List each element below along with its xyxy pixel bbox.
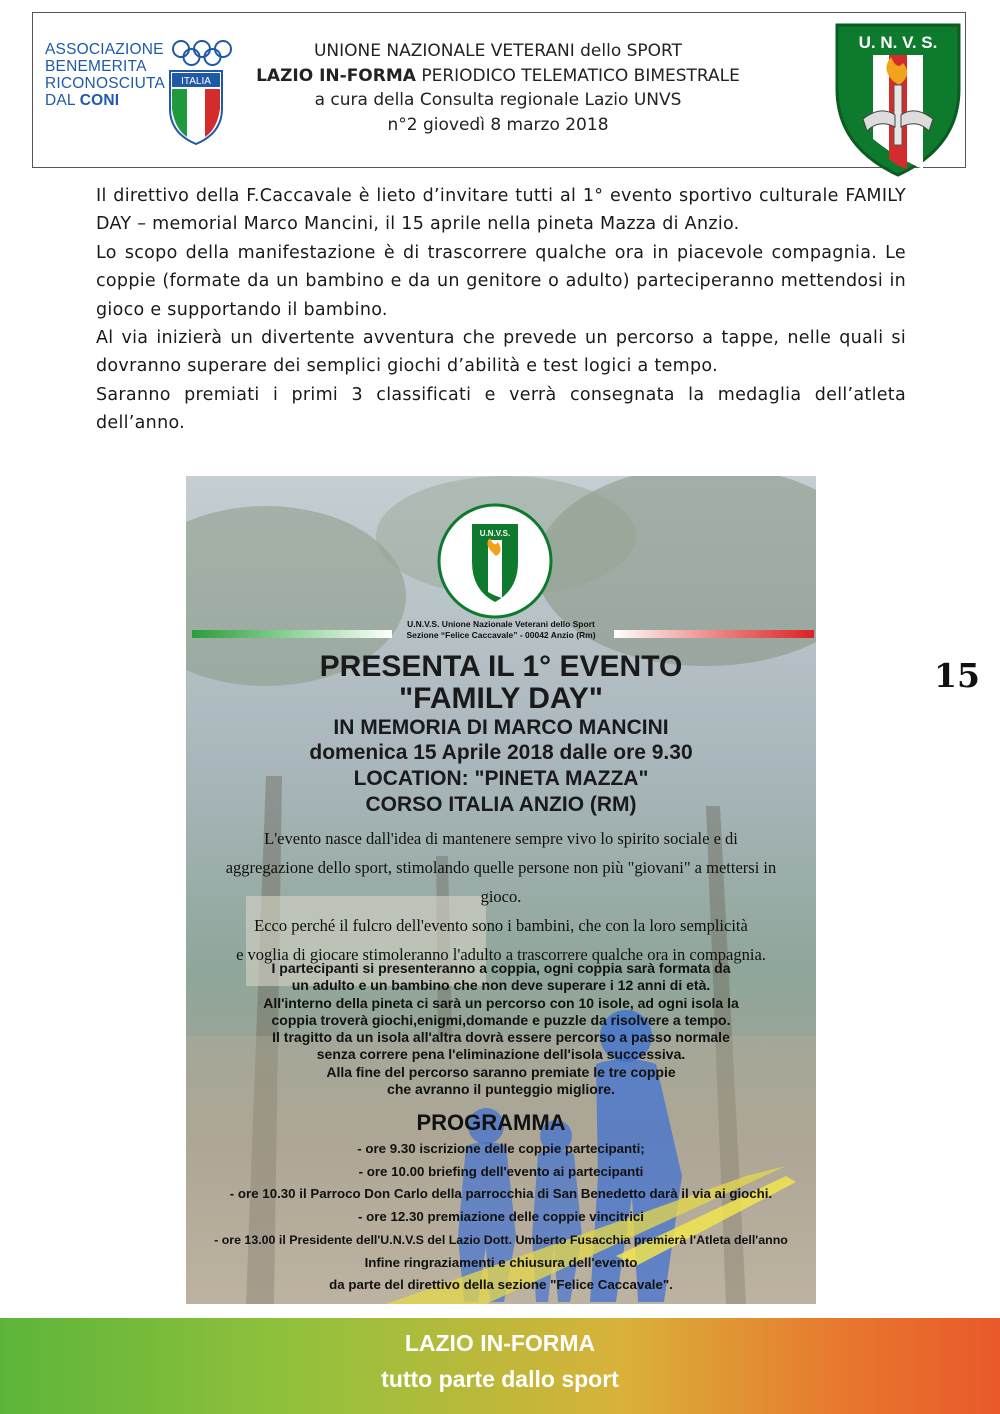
article-paragraph-1: Il direttivo della F.Caccavale è lieto d’invitare tutti al 1° evento sportivo culturale FAMILY DAY – memorial Marco Mancini, il 15 aprile nella pineta Mazza di Anzio. <box>96 186 906 235</box>
poster-program-line-7: da parte del direttivo della sezione "Felice Caccavale". <box>329 1277 673 1293</box>
poster-title-3: IN MEMORIA DI MARCO MANCINI <box>333 716 669 739</box>
poster-intro-line-1: L'evento nasce dall'idea di mantenere sempre vivo lo spirito sociale e di <box>264 829 738 848</box>
article-paragraph-4: Saranno premiati i primi 3 classificati e verrà consegnata la medaglia dell’atleta dell’anno. <box>96 384 906 434</box>
poster-intro-line-2: aggregazione dello sport, stimolando quelle persone non più "giovani" a mettersi in gioco. <box>225 858 777 906</box>
poster-program-line-1: - ore 9.30 iscrizione delle coppie partecipanti; <box>357 1141 645 1156</box>
unvs-shield-logo-icon <box>833 19 963 179</box>
unvs-label: U. N. V. S. <box>858 33 938 52</box>
poster-title-5: LOCATION: "PINETA MAZZA" <box>353 767 649 790</box>
poster-rules-line-7: Alla fine del percorso saranno premiate le tre coppie <box>326 1063 676 1080</box>
header-line-4: n°2 giovedì 8 marzo 2018 <box>387 114 609 135</box>
poster-intro-line-4: e voglia di giocare stimoleranno l'adulto a trascorrere qualche ora in compagnia. <box>236 945 766 964</box>
poster-program-title: PROGRAMMA <box>416 1110 566 1135</box>
coni-line-3: RICONOSCIUTA <box>45 75 166 92</box>
header-line-2: LAZIO IN-FORMA PERIODICO TELEMATICO BIMESTRALE <box>256 65 740 86</box>
poster-unvs-logo-icon <box>430 502 560 620</box>
coni-line-4: DAL CONI <box>45 92 120 109</box>
article-paragraph-2: Lo scopo della manifestazione è di trascorrere qualche ora in piacevole compagnia. Le coppie (formate da un bambino e da un genitore o adulto) parteciperanno mettendosi in gioco e supportando il bambino. <box>96 242 906 320</box>
poster-org-line-2: Sezione “Felice Caccavale” - 00042 Anzio (Rm) <box>406 630 596 640</box>
poster-title-1: PRESENTA IL 1° EVENTO <box>319 650 683 683</box>
italia-shield-icon <box>167 67 225 147</box>
coni-line-1: ASSOCIAZIONE <box>45 41 164 58</box>
article-paragraph-3: Al via inizierà un divertente avventura che prevede un percorso a tappe, nelle quali si dovranno superare dei semplici giochi d’abilità e test logici a tempo. <box>96 328 906 377</box>
article-body <box>96 182 906 438</box>
olympic-rings-icon <box>171 39 233 69</box>
poster-program-line-5: - ore 13.00 il Presidente dell'U.N.V.S del Lazio Dott. Umberto Fusacchia premierà l'Atleta dell'anno <box>214 1232 788 1247</box>
poster-rules-line-5: Il tragitto da un isola all'altra dovrà essere percorso a passo normale <box>272 1029 730 1046</box>
poster-rules-line-2: un adulto e un bambino che non deve superare i 12 anni di età. <box>291 977 711 994</box>
header-line-1: UNIONE NAZIONALE VETERANI dello SPORT <box>313 41 683 61</box>
event-poster <box>186 476 816 1304</box>
footer-banner <box>0 1318 1000 1414</box>
poster-rules-line-4: coppia troverà giochi,enigmi,domande e puzzle da risolvere a tempo. <box>271 1011 731 1028</box>
tricolor-bar-right <box>614 630 814 638</box>
poster-title-6: CORSO ITALIA ANZIO (RM) <box>365 793 637 816</box>
poster-rules <box>206 960 796 1098</box>
italia-label: ITALIA <box>181 76 211 87</box>
poster-rules-line-3: All'interno della pineta ci sarà un percorso con 10 isole, ad ogni isola la <box>263 994 739 1011</box>
coni-line-2: BENEMERITA <box>45 58 147 75</box>
poster-rules-line-6: senza correre pena l'eliminazione dell'isola successiva. <box>316 1046 686 1063</box>
poster-program <box>206 1138 796 1297</box>
poster-title-2: "FAMILY DAY" <box>398 682 604 715</box>
footer-slogan: tutto parte dallo sport <box>381 1366 619 1392</box>
header-box <box>32 12 966 168</box>
poster-logo-label: U.N.V.S. <box>479 529 511 538</box>
poster-title-4: domenica 15 Aprile 2018 dalle ore 9.30 <box>309 741 693 764</box>
coni-association-text <box>45 41 165 109</box>
header-line-3: a cura della Consulta regionale Lazio UNVS <box>314 90 682 110</box>
poster-rules-line-1: I partecipanti si presenteranno a coppia, ogni coppia sarà formata da <box>271 960 731 976</box>
poster-program-line-3: - ore 10.30 il Parroco Don Carlo della parrocchia di San Benedetto darà il via ai giochi. <box>229 1186 773 1202</box>
poster-program-line-4: - ore 12.30 premiazione delle coppie vincitrici <box>358 1209 644 1225</box>
header-title-block <box>233 39 763 137</box>
page-number: 15 <box>934 656 980 695</box>
tricolor-bar-left <box>192 630 392 638</box>
poster-intro-line-3: Ecco perché il fulcro dell'evento sono i bambini, che con la loro semplicità <box>254 916 748 935</box>
poster-rules-line-8: che avranno il punteggio migliore. <box>387 1081 615 1098</box>
poster-program-line-2: - ore 10.00 briefing dell'evento ai partecipanti <box>358 1163 644 1179</box>
poster-org-line-1: U.N.V.S. Unione Nazionale Veterani dello Sport <box>407 619 595 629</box>
footer-title: LAZIO IN-FORMA <box>404 1330 596 1356</box>
poster-program-line-6: Infine ringraziamenti e chiusura dell'evento <box>364 1254 638 1270</box>
poster-intro <box>206 824 796 969</box>
